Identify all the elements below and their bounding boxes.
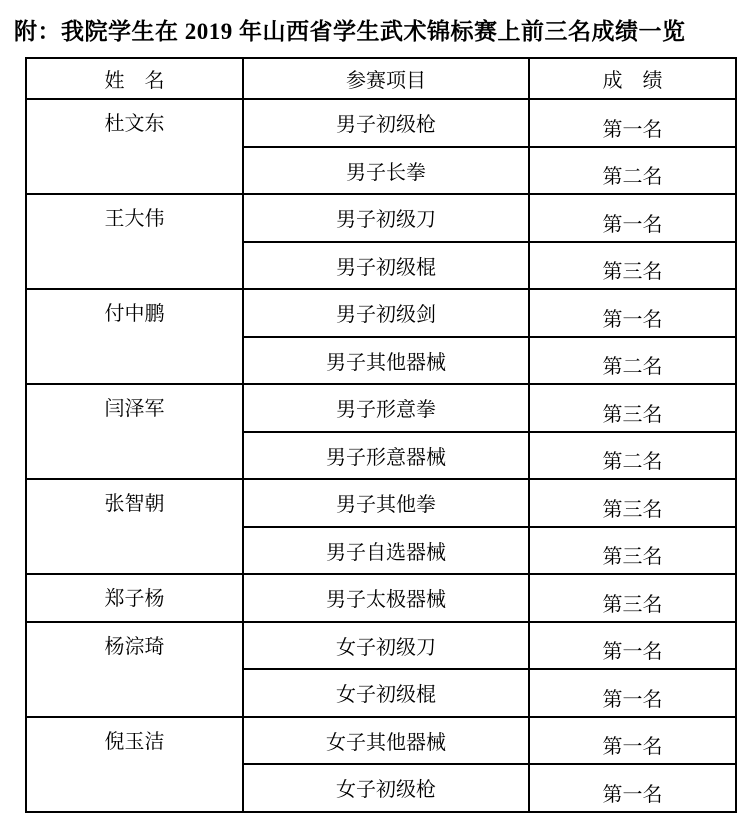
result-cell: 第一名	[529, 99, 736, 147]
table-row	[26, 574, 736, 622]
name-cell: 闫泽军	[26, 384, 243, 479]
header-row	[26, 58, 736, 99]
name-cell: 张智朝	[26, 479, 243, 574]
event-cell: 女子初级棍	[243, 669, 529, 717]
result-cell: 第一名	[529, 669, 736, 717]
header-result: 成 绩	[529, 58, 736, 99]
name-cell: 付中鹏	[26, 289, 243, 384]
event-cell: 男子其他拳	[243, 479, 529, 527]
results-table	[25, 57, 737, 813]
event-cell: 男子太极器械	[243, 574, 529, 622]
result-cell: 第三名	[529, 574, 736, 622]
event-cell: 男子长拳	[243, 147, 529, 195]
result-cell: 第一名	[529, 764, 736, 812]
table-row	[26, 289, 736, 337]
name-cell: 王大伟	[26, 194, 243, 289]
result-cell: 第一名	[529, 289, 736, 337]
event-cell: 男子其他器械	[243, 337, 529, 385]
header-name: 姓 名	[26, 58, 243, 99]
name-cell: 杨淙琦	[26, 622, 243, 717]
page-title: 附：我院学生在 2019 年山西省学生武术锦标赛上前三名成绩一览	[14, 19, 686, 44]
table-row	[26, 194, 736, 242]
result-cell: 第一名	[529, 717, 736, 765]
name-cell: 杜文东	[26, 99, 243, 194]
table-row	[26, 384, 736, 432]
name-cell: 倪玉洁	[26, 717, 243, 812]
result-cell: 第二名	[529, 432, 736, 480]
table-row	[26, 717, 736, 765]
event-cell: 男子形意器械	[243, 432, 529, 480]
result-cell: 第一名	[529, 622, 736, 670]
event-cell: 男子初级剑	[243, 289, 529, 337]
table-row	[26, 99, 736, 147]
event-cell: 男子形意拳	[243, 384, 529, 432]
event-cell: 男子初级刀	[243, 194, 529, 242]
header-event: 参赛项目	[243, 58, 529, 99]
event-cell: 女子初级枪	[243, 764, 529, 812]
result-cell: 第二名	[529, 147, 736, 195]
result-cell: 第二名	[529, 337, 736, 385]
result-cell: 第三名	[529, 479, 736, 527]
event-cell: 男子自选器械	[243, 527, 529, 575]
result-cell: 第一名	[529, 194, 736, 242]
table-row	[26, 479, 736, 527]
event-cell: 男子初级枪	[243, 99, 529, 147]
result-cell: 第三名	[529, 384, 736, 432]
name-cell: 郑子杨	[26, 574, 243, 622]
result-cell: 第三名	[529, 527, 736, 575]
result-cell: 第三名	[529, 242, 736, 290]
event-cell: 女子初级刀	[243, 622, 529, 670]
event-cell: 男子初级棍	[243, 242, 529, 290]
event-cell: 女子其他器械	[243, 717, 529, 765]
table-row	[26, 622, 736, 670]
